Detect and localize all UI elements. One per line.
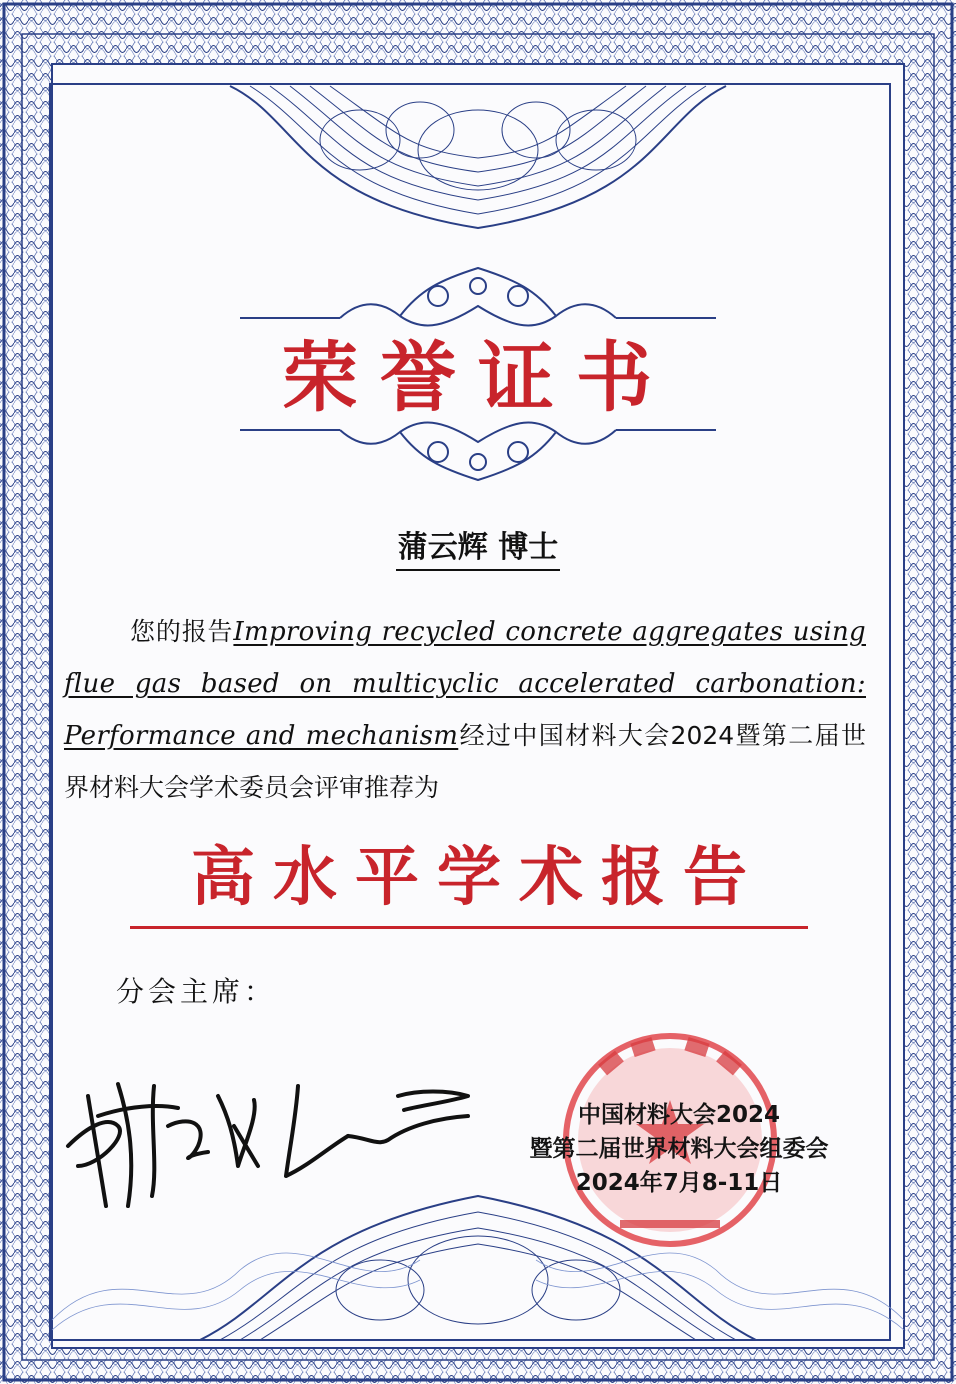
chair-label: 分会主席： [116, 975, 277, 1008]
certificate-title: 荣誉证书 [282, 333, 674, 422]
organizer-block [474, 1098, 884, 1200]
award-title: 高水平学术报告 [191, 840, 765, 915]
signature-image [58, 1056, 478, 1216]
body-suffix: 经过中国材料大会2024暨第二届世界材料大会学术委员会评审推荐为 [64, 721, 867, 802]
award-underline [130, 926, 808, 929]
body-prefix: 您的报告 [130, 617, 234, 646]
organizer-line-2: 暨第二届世界材料大会组委会 [529, 1136, 829, 1162]
certificate-body [64, 606, 866, 813]
recipient-name-text: 蒲云辉 博士 [396, 530, 560, 571]
recipient-name [0, 522, 956, 566]
issue-date: 2024年7月8-11日 [575, 1170, 783, 1196]
organizer-line-1: 中国材料大会2024 [577, 1102, 780, 1128]
report-title: Improving recycled concrete aggregates using flue gas based on multicyclic accelerated carbonation: Performance and mechanism [64, 617, 866, 751]
